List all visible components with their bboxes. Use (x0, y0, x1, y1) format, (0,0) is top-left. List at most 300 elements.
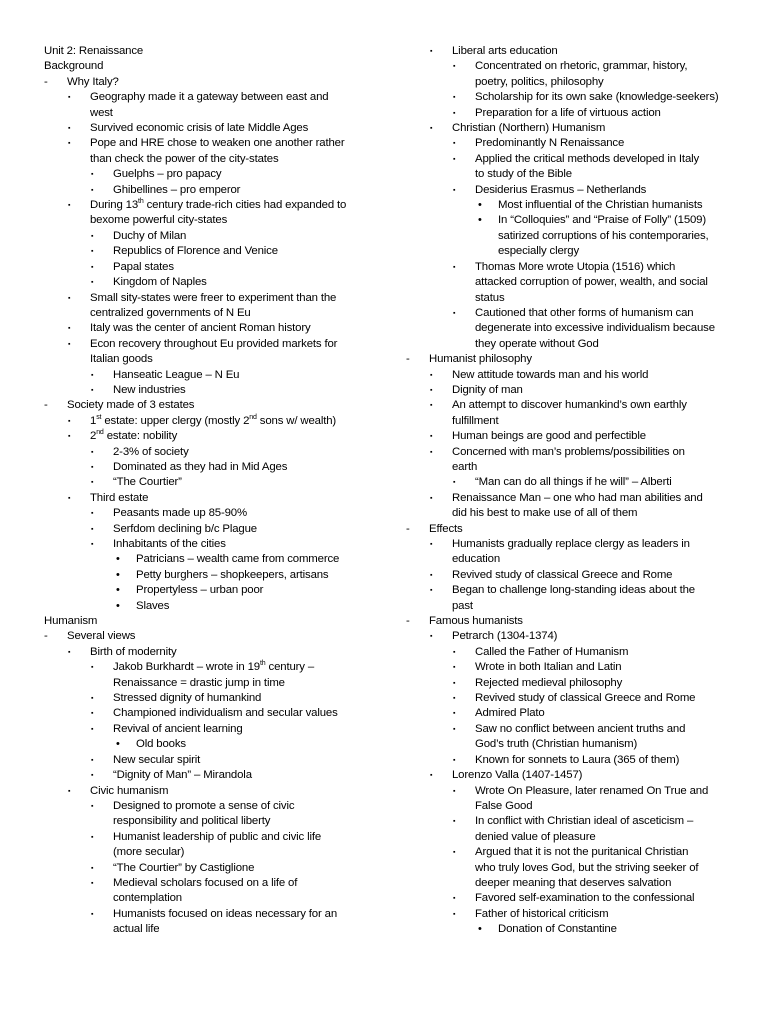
list-item-text: Preparation for a life of virtuous action (475, 106, 661, 119)
dash-marker: - (406, 615, 410, 628)
square-bullet-icon: ▪ (68, 417, 71, 425)
list-item-text: Most influential of the Christian humanists (498, 199, 703, 212)
list-item-text: New secular spirit (113, 753, 201, 766)
list-item-text: they operate without God (475, 337, 599, 350)
list-item-text: Italian goods (90, 353, 153, 366)
list-item (44, 907, 380, 922)
list-item-text: Hanseatic League – N Eu (113, 368, 240, 381)
list-item-text: Italy was the center of ancient Roman history (90, 322, 311, 335)
list-item (44, 291, 380, 306)
square-bullet-icon: ▪ (453, 818, 456, 826)
list-item-text: Began to challenge long-standing ideas about the (452, 584, 695, 597)
list-item (44, 537, 380, 552)
list-item (406, 722, 738, 737)
list-item (44, 706, 380, 721)
list-item-text: Predominantly N Renaissance (475, 137, 625, 150)
list-item-text: Small sity-states were freer to experiment than the (90, 291, 337, 304)
list-item (44, 784, 380, 799)
list-item-continuation (44, 106, 380, 121)
square-bullet-icon: ▪ (91, 479, 94, 487)
square-bullet-icon: ▪ (430, 402, 433, 410)
square-bullet-icon: ▪ (453, 895, 456, 903)
square-bullet-icon: ▪ (91, 541, 94, 548)
square-bullet-icon: ▪ (430, 587, 433, 595)
list-item-text: west (90, 106, 113, 119)
square-bullet-icon: ▪ (68, 94, 71, 102)
list-item-continuation (406, 167, 738, 182)
list-item (406, 784, 738, 799)
square-bullet-icon: ▪ (68, 433, 71, 441)
square-bullet-icon: ▪ (68, 340, 71, 348)
bullet-dot-icon: • (116, 568, 120, 581)
square-bullet-icon: ▪ (68, 202, 71, 210)
list-item (44, 861, 380, 876)
list-item-text: Serfdom declining b/c Plague (113, 522, 257, 535)
list-item (44, 722, 380, 737)
list-item (44, 645, 380, 660)
list-item-text: False Good (475, 799, 533, 812)
bullet-dot-icon: • (116, 738, 120, 751)
square-bullet-icon: ▪ (91, 710, 94, 718)
list-item-continuation (406, 75, 738, 90)
list-item (44, 506, 380, 521)
square-bullet-icon: ▪ (91, 186, 94, 194)
list-item-text: fulfillment (452, 414, 499, 427)
list-item-text: Inhabitants of the cities (113, 538, 226, 550)
list-item-text: Designed to promote a sense of civic (113, 799, 295, 812)
square-bullet-icon: ▪ (453, 648, 456, 656)
list-item-text: Desiderius Erasmus – Netherlands (475, 183, 647, 196)
list-item-text: Lorenzo Valla (1407-1457) (452, 769, 583, 782)
list-item-text: poetry, politics, philosophy (475, 75, 604, 88)
list-item-text: Favored self-examination to the confessional (475, 892, 695, 905)
list-item (44, 121, 380, 136)
list-item (44, 75, 380, 90)
list-item (44, 660, 380, 675)
list-item-text: Duchy of Milan (113, 229, 187, 242)
list-item-text: God’s truth (Christian humanism) (475, 738, 638, 751)
list-item (406, 429, 738, 444)
list-item-text: Concentrated on rhetoric, grammar, history, (475, 60, 688, 73)
list-item (44, 768, 380, 783)
list-item (44, 629, 380, 644)
list-item-text: New attitude towards man and his world (452, 368, 649, 381)
square-bullet-icon: ▪ (91, 695, 94, 703)
list-item-text: Liberal arts education (452, 45, 558, 57)
list-item-text: Third estate (90, 491, 149, 504)
list-item-text: actual life (113, 923, 160, 936)
list-item-text: Wrote in both Italian and Latin (475, 661, 622, 674)
list-item-text: Famous humanists (429, 615, 523, 628)
square-bullet-icon: ▪ (453, 849, 456, 857)
bullet-dot-icon: • (116, 584, 120, 597)
list-item (44, 475, 380, 490)
square-bullet-icon: ▪ (91, 525, 94, 533)
list-item-text: (more secular) (113, 846, 185, 859)
list-item-text: status (475, 291, 505, 304)
list-item-continuation (406, 275, 738, 290)
list-item (406, 691, 738, 706)
square-bullet-icon: ▪ (91, 232, 94, 240)
list-item-text: bexome powerful city-states (90, 214, 228, 227)
list-item-text: Patricians – wealth came from commerce (136, 553, 340, 566)
dash-marker: - (406, 353, 410, 366)
list-item-text: Guelphs – pro papacy (113, 168, 222, 181)
list-item (44, 321, 380, 336)
list-item-text: Humanists gradually replace clergy as leaders in (452, 538, 690, 550)
list-item-text: Humanist leadership of public and civic life (113, 830, 322, 843)
list-item-text: “The Courtier” (113, 476, 182, 489)
square-bullet-icon: ▪ (91, 171, 94, 179)
list-item (406, 383, 738, 398)
square-bullet-icon: ▪ (91, 263, 94, 271)
list-item-continuation (406, 552, 738, 567)
list-item-continuation (406, 799, 738, 814)
square-bullet-icon: ▪ (91, 664, 94, 672)
list-item-text: Dignity of man (452, 383, 523, 396)
list-item-text: deeper meaning that deserves salvation (475, 876, 672, 889)
bullet-dot-icon: • (116, 553, 120, 566)
list-item-continuation (406, 291, 738, 306)
section-heading: Background (44, 60, 104, 73)
list-item-continuation (406, 861, 738, 876)
list-item-continuation (406, 460, 738, 475)
square-bullet-icon: ▪ (430, 571, 433, 579)
list-item-text: Called the Father of Humanism (475, 645, 629, 658)
list-item (44, 799, 380, 814)
list-item-text: Econ recovery throughout Eu provided markets for (90, 337, 338, 350)
list-item-text: Known for sonnets to Laura (365 of them) (475, 753, 680, 766)
list-item (406, 491, 738, 506)
list-item (44, 876, 380, 891)
square-bullet-icon: ▪ (453, 140, 456, 148)
list-item (44, 599, 380, 614)
list-item (406, 398, 738, 413)
bullet-dot-icon: • (478, 199, 482, 212)
list-item-text: New industries (113, 383, 186, 396)
list-item (406, 152, 738, 167)
list-item (44, 583, 380, 598)
list-item (406, 645, 738, 660)
list-item (44, 830, 380, 845)
list-item-text: Jakob Burkhardt – wrote in 19th century – (113, 660, 315, 674)
list-item-text: Scholarship for its own sake (knowledge-seekers) (475, 91, 719, 104)
list-item-text: 2nd estate: nobility (90, 429, 178, 443)
list-item-continuation (44, 814, 380, 829)
list-item (44, 460, 380, 475)
list-item (406, 706, 738, 721)
list-item-text: 1st estate: upper clergy (mostly 2nd sons w/ wealth) (90, 413, 337, 427)
list-item-text: Cautioned that other forms of humanism can (475, 306, 694, 319)
list-item-text: contemplation (113, 892, 182, 905)
list-item-text: Several views (67, 630, 136, 643)
square-bullet-icon: ▪ (91, 463, 94, 471)
list-item-text: Renaissance = drastic jump in time (113, 676, 285, 689)
bullet-dot-icon: • (478, 923, 482, 936)
list-item-text: Society made of 3 estates (67, 399, 195, 412)
section-heading: Unit 2: Renaissance (44, 45, 144, 57)
list-item (44, 491, 380, 506)
dash-marker: - (44, 75, 48, 88)
square-bullet-icon: ▪ (453, 94, 456, 102)
list-item (406, 90, 738, 105)
list-item (406, 922, 738, 937)
list-item (406, 260, 738, 275)
list-item-continuation (406, 321, 738, 336)
square-bullet-icon: ▪ (430, 448, 433, 456)
square-bullet-icon: ▪ (453, 679, 456, 687)
list-item-text: Medieval scholars focused on a life of (113, 876, 298, 889)
list-item (406, 306, 738, 321)
list-item (44, 429, 380, 444)
list-item (406, 583, 738, 598)
square-bullet-icon: ▪ (453, 787, 456, 795)
dash-marker: - (44, 399, 48, 412)
square-bullet-icon: ▪ (430, 633, 433, 641)
list-item-continuation (406, 506, 738, 521)
list-item (406, 44, 738, 59)
dash-marker: - (44, 630, 48, 643)
list-item-text: than check the power of the city-states (90, 152, 279, 165)
list-item (406, 845, 738, 860)
list-item-text: Dominated as they had in Mid Ages (113, 460, 288, 473)
square-bullet-icon: ▪ (68, 648, 71, 656)
list-item-continuation (406, 244, 738, 259)
list-item (406, 106, 738, 121)
list-item (44, 244, 380, 259)
list-item-text: Papal states (113, 260, 174, 273)
list-item-continuation (406, 414, 738, 429)
square-bullet-icon: ▪ (453, 910, 456, 918)
square-bullet-icon: ▪ (430, 541, 433, 548)
bullet-dot-icon: • (478, 214, 482, 227)
list-item (44, 753, 380, 768)
list-item (406, 445, 738, 460)
list-item (44, 414, 380, 429)
square-bullet-icon: ▪ (453, 155, 456, 163)
list-item-text: Birth of modernity (90, 645, 177, 658)
list-item-text: In conflict with Christian ideal of asceticism – (475, 815, 694, 828)
list-item-continuation (44, 152, 380, 167)
list-item (406, 814, 738, 829)
list-item-text: past (452, 599, 473, 612)
square-bullet-icon: ▪ (91, 386, 94, 394)
list-item (406, 368, 738, 383)
list-item-continuation (44, 922, 380, 937)
list-item-text: Revived study of classical Greece and Rome (475, 692, 696, 705)
list-item-text: education (452, 553, 501, 566)
list-item-text: attacked corruption of power, wealth, and social (475, 276, 708, 289)
left-column (44, 44, 380, 938)
list-item (44, 568, 380, 583)
list-item (406, 59, 738, 74)
list-item-text: “Dignity of Man” – Mirandola (113, 769, 252, 782)
list-item (44, 445, 380, 460)
list-item-continuation (406, 830, 738, 845)
square-bullet-icon: ▪ (453, 263, 456, 271)
square-bullet-icon: ▪ (453, 756, 456, 764)
list-item-text: Stressed dignity of humankind (113, 692, 262, 705)
list-item-text: 2-3% of society (113, 445, 189, 458)
list-item-text: An attempt to discover humankind’s own earthly (452, 399, 687, 412)
list-item (44, 229, 380, 244)
list-item (406, 660, 738, 675)
square-bullet-icon: ▪ (430, 371, 433, 379)
list-item-text: Civic humanism (90, 784, 169, 797)
list-item-text: Admired Plato (475, 707, 545, 720)
list-item (44, 552, 380, 567)
list-item-text: degenerate into excessive individualism because (475, 322, 715, 335)
list-item (406, 213, 738, 228)
list-item (406, 568, 738, 583)
square-bullet-icon: ▪ (68, 787, 71, 795)
list-item (44, 737, 380, 752)
list-item-text: Slaves (136, 599, 170, 612)
list-item (44, 183, 380, 198)
square-bullet-icon: ▪ (91, 910, 94, 918)
list-item (44, 260, 380, 275)
square-bullet-icon: ▪ (91, 833, 94, 841)
list-item (44, 167, 380, 182)
square-bullet-icon: ▪ (453, 664, 456, 672)
list-item-continuation (44, 676, 380, 691)
list-item-continuation (44, 891, 380, 906)
list-item-text: Old books (136, 738, 186, 751)
square-bullet-icon: ▪ (430, 494, 433, 502)
bullet-dot-icon: • (116, 599, 120, 612)
list-item-text: Peasants made up 85-90% (113, 507, 247, 520)
list-item-text: Argued that it is not the puritanical Christian (475, 846, 689, 859)
list-item-text: did his best to make use of all of them (452, 507, 638, 520)
square-bullet-icon: ▪ (453, 186, 456, 194)
list-item-continuation (44, 306, 380, 321)
square-bullet-icon: ▪ (453, 710, 456, 718)
square-bullet-icon: ▪ (91, 772, 94, 780)
square-bullet-icon: ▪ (68, 140, 71, 148)
list-item-text: Ghibellines – pro emperor (113, 183, 241, 196)
list-item-text: Concerned with man’s problems/possibilities on (452, 445, 685, 458)
list-item (44, 522, 380, 537)
list-item (44, 337, 380, 352)
list-item-text: Humanist philosophy (429, 353, 532, 366)
square-bullet-icon: ▪ (430, 386, 433, 394)
list-item-text: Petty burghers – shopkeepers, artisans (136, 568, 329, 581)
list-item-text: especially clergy (498, 245, 580, 258)
list-item (406, 907, 738, 922)
square-bullet-icon: ▪ (91, 864, 94, 872)
square-bullet-icon: ▪ (91, 802, 94, 810)
list-item (406, 614, 738, 629)
section-heading: Humanism (44, 615, 98, 628)
square-bullet-icon: ▪ (453, 479, 456, 487)
square-bullet-icon: ▪ (91, 248, 94, 256)
list-item (406, 183, 738, 198)
list-item-continuation (406, 337, 738, 352)
list-item-text: Revival of ancient learning (113, 722, 243, 735)
list-item (406, 629, 738, 644)
list-item (44, 136, 380, 151)
list-item-text: Survived economic crisis of late Middle Ages (90, 122, 309, 135)
list-item-text: Christian (Northern) Humanism (452, 122, 606, 135)
right-column (406, 44, 738, 938)
square-bullet-icon: ▪ (68, 494, 71, 502)
list-item-text: During 13th century trade-rich cities had expanded to (90, 198, 347, 212)
square-bullet-icon: ▪ (430, 772, 433, 780)
square-bullet-icon: ▪ (91, 279, 94, 287)
list-item-text: denied value of pleasure (475, 830, 596, 843)
list-item-text: to study of the Bible (475, 168, 572, 181)
list-item-text: Revived study of classical Greece and Rome (452, 568, 673, 581)
square-bullet-icon: ▪ (430, 125, 433, 133)
square-bullet-icon: ▪ (430, 48, 433, 55)
list-item (406, 352, 738, 367)
list-item-text: Kingdom of Naples (113, 276, 207, 289)
square-bullet-icon: ▪ (91, 879, 94, 887)
list-item (44, 383, 380, 398)
list-item-text: Why Italy? (67, 75, 119, 88)
list-item-continuation (44, 213, 380, 228)
square-bullet-icon: ▪ (68, 325, 71, 333)
list-item (44, 275, 380, 290)
list-item-continuation (406, 599, 738, 614)
list-item-text: responsibility and political liberty (113, 815, 271, 828)
list-item-continuation (44, 352, 380, 367)
list-item-text: “Man can do all things if he will” – Alberti (475, 476, 672, 489)
square-bullet-icon: ▪ (68, 294, 71, 302)
square-bullet-icon: ▪ (453, 309, 456, 317)
list-item-text: Geography made it a gateway between east and (90, 91, 329, 104)
list-item-text: Propertyless – urban poor (136, 584, 264, 597)
square-bullet-icon: ▪ (430, 433, 433, 441)
list-item-text: Republics of Florence and Venice (113, 245, 278, 258)
list-item (406, 136, 738, 151)
list-item-text: Pope and HRE chose to weaken one another rather (90, 137, 345, 150)
list-item-text: Donation of Constantine (498, 923, 617, 936)
list-item (406, 121, 738, 136)
list-item (406, 475, 738, 490)
list-item-text: Petrarch (1304-1374) (452, 630, 558, 643)
list-item-text: Renaissance Man – one who had man abilities and (452, 491, 703, 504)
list-item (406, 891, 738, 906)
list-item (406, 198, 738, 213)
list-item-text: Saw no conflict between ancient truths and (475, 722, 686, 735)
square-bullet-icon: ▪ (453, 109, 456, 117)
square-bullet-icon: ▪ (453, 695, 456, 703)
list-item-text: Applied the critical methods developed in Italy (475, 152, 700, 165)
list-item-continuation (44, 845, 380, 860)
list-item (44, 90, 380, 105)
list-item-text: Thomas More wrote Utopia (1516) which (475, 260, 676, 273)
list-item (44, 691, 380, 706)
list-item-continuation (406, 737, 738, 752)
list-item-text: Championed individualism and secular values (113, 707, 338, 720)
list-item-text: Wrote On Pleasure, later renamed On True and (475, 784, 709, 797)
square-bullet-icon: ▪ (453, 725, 456, 733)
list-item-text: who truly loves God, but the striving seeker of (475, 861, 699, 874)
square-bullet-icon: ▪ (91, 725, 94, 733)
list-item-text: Effects (429, 522, 463, 535)
list-item (406, 753, 738, 768)
square-bullet-icon: ▪ (68, 125, 71, 133)
list-item (44, 398, 380, 413)
list-item (406, 768, 738, 783)
list-item-text: Human beings are good and perfectible (452, 430, 646, 443)
list-item-text: earth (452, 460, 478, 473)
square-bullet-icon: ▪ (91, 756, 94, 764)
square-bullet-icon: ▪ (91, 510, 94, 518)
list-item-text: centralized governments of N Eu (90, 306, 251, 319)
list-item-text: satirized corruptions of his contemporaries, (498, 229, 709, 242)
